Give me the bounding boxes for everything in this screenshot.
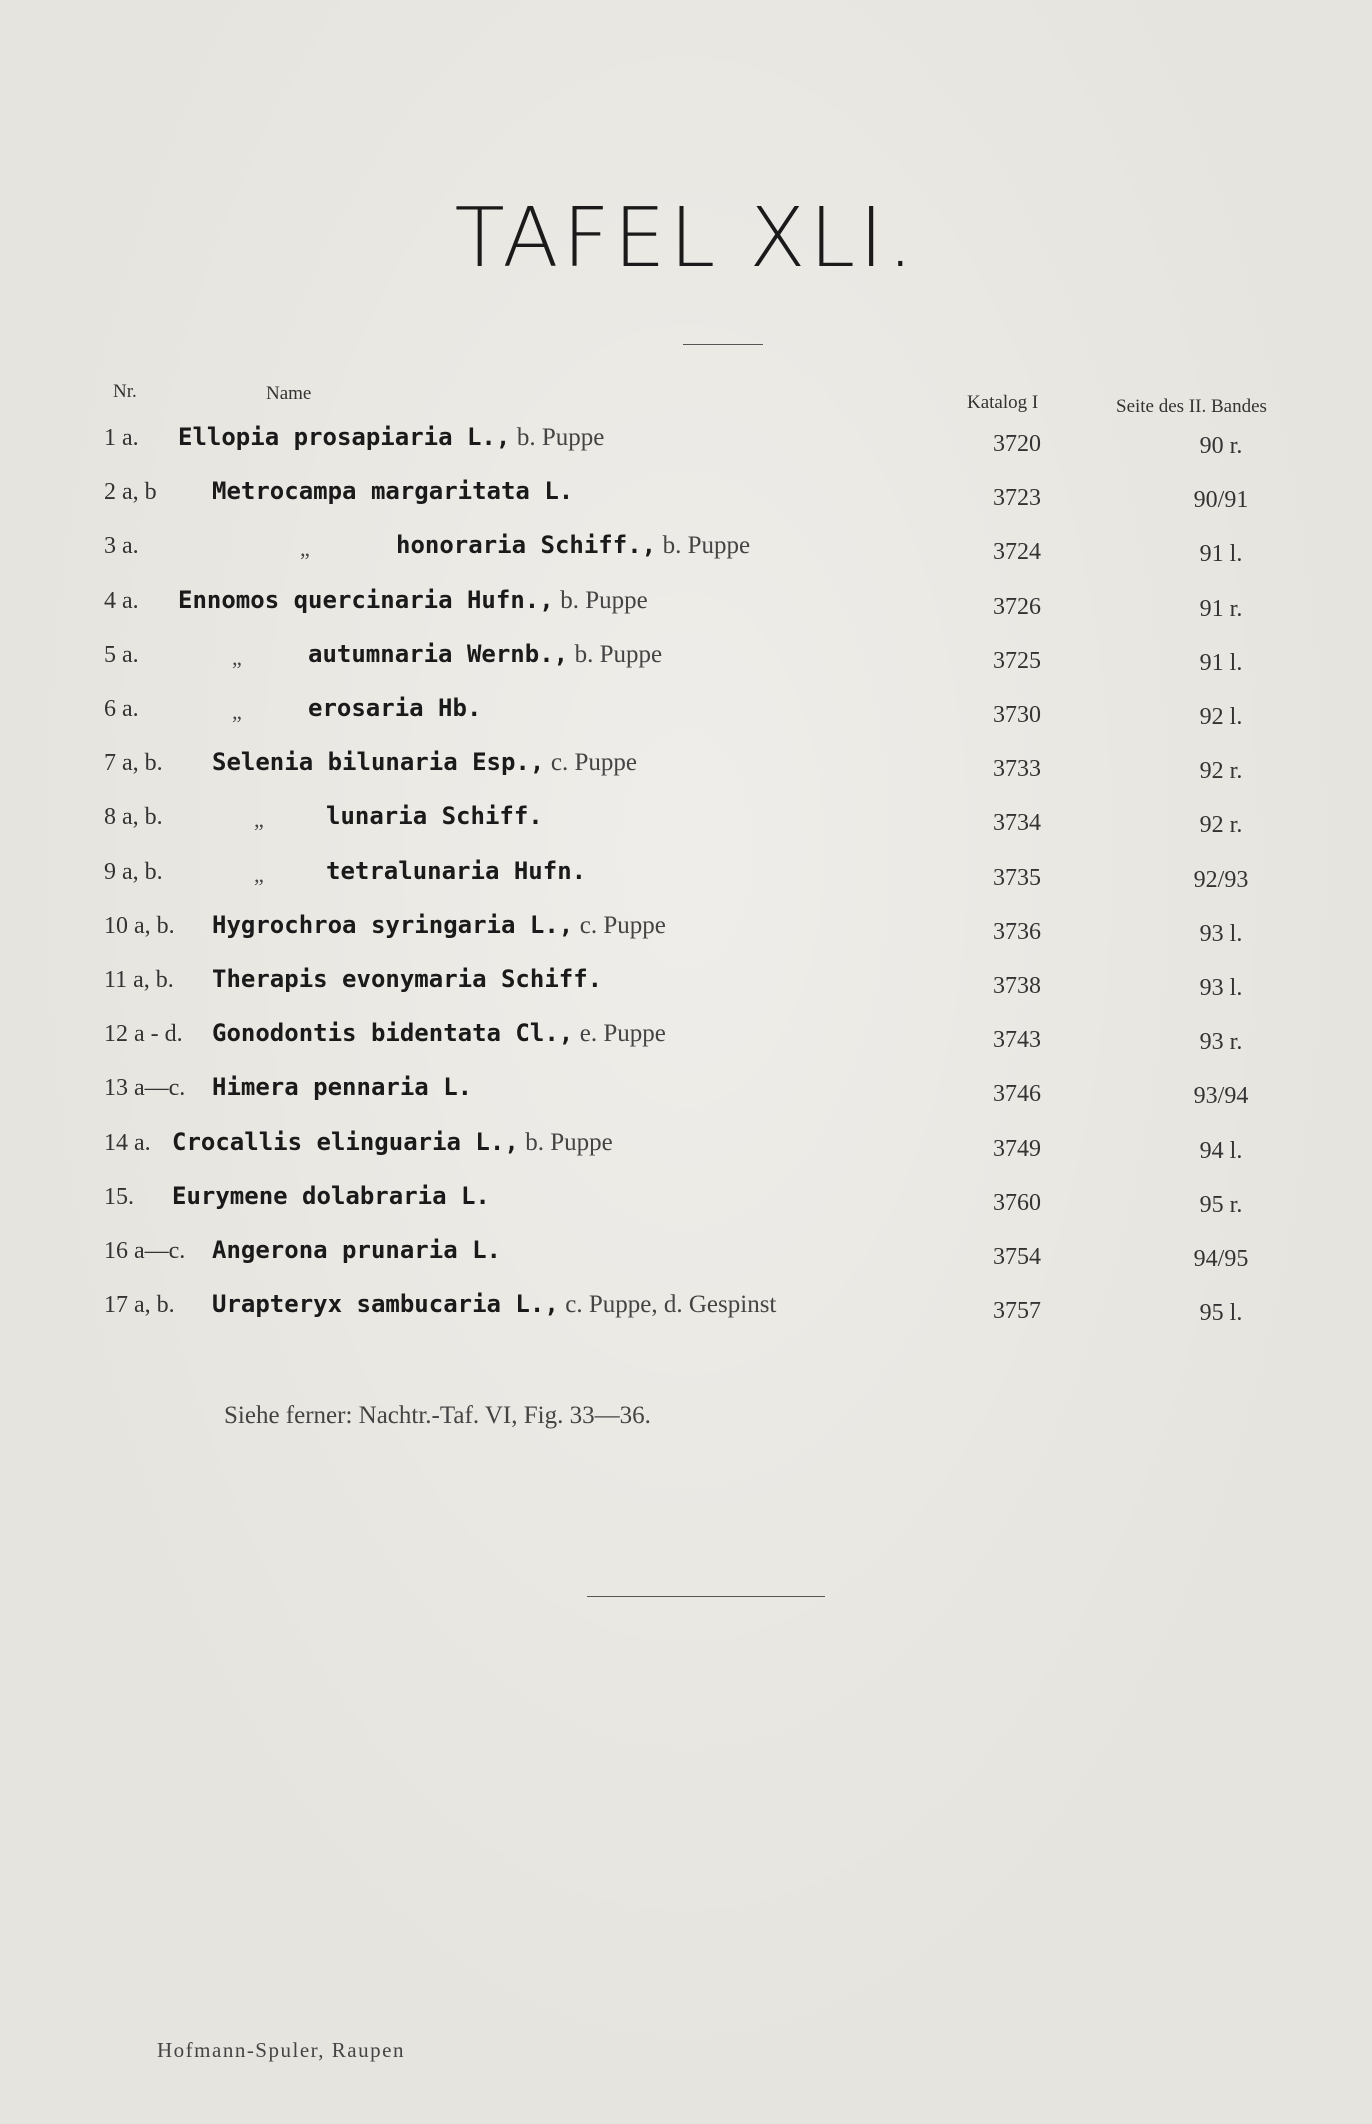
table-row: [0, 747, 1372, 797]
species-name: Crocallis elinguaria L.,: [172, 1128, 519, 1156]
catalog-number: 3749: [993, 1136, 1041, 1162]
species-name-cell: [172, 1129, 613, 1155]
stage-note: b. Puppe: [525, 1129, 613, 1156]
species-name: tetralunaria Hufn.: [326, 857, 587, 885]
catalog-number: 3736: [993, 919, 1041, 945]
table-row: [0, 1235, 1372, 1285]
stage-note: b. Puppe: [574, 641, 663, 668]
ditto-mark: „: [232, 699, 242, 724]
species-name-cell: [212, 966, 602, 992]
row-number: 3 a.: [104, 533, 139, 559]
page-reference: 93 l.: [1199, 921, 1243, 947]
species-name-cell: [212, 749, 637, 775]
imprint: Hofmann-Spuler, Raupen: [157, 2038, 405, 2062]
page-reference: 92 l.: [1199, 704, 1243, 730]
species-name: Angerona prunaria L.: [212, 1236, 501, 1264]
species-name-cell: [326, 858, 586, 884]
ditto-mark: „: [300, 536, 310, 561]
row-number: 9 a, b.: [104, 859, 163, 885]
page-reference: 93 l.: [1199, 975, 1243, 1001]
species-name-cell: [212, 478, 573, 504]
catalog-number: 3733: [993, 756, 1041, 782]
catalog-number: 3735: [993, 865, 1041, 891]
row-number: 10 a, b.: [104, 913, 175, 939]
species-name: autumnaria Wernb.,: [308, 640, 569, 668]
table-row: [0, 1289, 1372, 1339]
species-name: Hygrochroa syringaria L.,: [212, 911, 574, 939]
page-title: TAFEL XLI.: [454, 191, 918, 286]
table-row: [0, 476, 1372, 526]
catalog-number: 3754: [993, 1244, 1041, 1270]
stage-note: c. Puppe, d. Gespinst: [565, 1291, 777, 1318]
page-reference: 94/95: [1193, 1246, 1249, 1272]
page-reference: 95 r.: [1199, 1192, 1243, 1218]
species-name-cell: [178, 587, 648, 613]
page-reference: 95 l.: [1199, 1300, 1243, 1326]
row-number: 11 a, b.: [104, 967, 174, 993]
table-row: [0, 964, 1372, 1014]
species-name: erosaria Hb.: [308, 694, 482, 722]
catalog-number: 3720: [993, 431, 1041, 457]
species-name-cell: [212, 912, 666, 938]
stage-note: b. Puppe: [662, 532, 751, 559]
catalog-number: 3757: [993, 1298, 1041, 1324]
species-name: Therapis evonymaria Schiff.: [212, 965, 603, 993]
species-name-cell: [308, 695, 481, 721]
species-name-cell: [212, 1074, 472, 1100]
page-reference: 92 r.: [1199, 812, 1243, 838]
catalog-number: 3730: [993, 702, 1041, 728]
row-number: 6 a.: [104, 696, 139, 722]
catalog-number: 3723: [993, 485, 1041, 511]
column-header-nr: Nr.: [113, 381, 137, 402]
catalog-number: 3738: [993, 973, 1041, 999]
species-name: Eurymene dolabraria L.: [172, 1182, 490, 1210]
catalog-number: 3726: [993, 594, 1041, 620]
table-row: [0, 1072, 1372, 1122]
page-reference: 92 r.: [1199, 758, 1243, 784]
species-name: Selenia bilunaria Esp.,: [212, 748, 545, 776]
catalog-number: 3734: [993, 810, 1041, 836]
stage-note: c. Puppe: [579, 912, 666, 939]
species-name: Metrocampa margaritata L.: [212, 477, 574, 505]
row-number: 2 a, b: [104, 479, 157, 505]
row-number: 12 a - d.: [104, 1021, 183, 1047]
table-row: [0, 585, 1372, 635]
species-name: Ennomos quercinaria Hufn.,: [178, 586, 554, 614]
row-number: 1 a.: [104, 425, 139, 451]
catalog-number: 3724: [993, 539, 1041, 565]
table-row: [0, 1181, 1372, 1231]
title-divider: [683, 344, 763, 345]
column-header-katalog: Katalog I: [967, 392, 1039, 413]
ditto-mark: „: [232, 645, 242, 670]
page-reference: 90/91: [1193, 487, 1249, 513]
table-row: [0, 856, 1372, 906]
species-name-cell: [308, 641, 662, 667]
table-row: [0, 910, 1372, 960]
stage-note: e. Puppe: [579, 1020, 666, 1047]
table-row: [0, 639, 1372, 689]
ditto-mark: „: [254, 862, 264, 887]
species-name: Himera pennaria L.: [212, 1073, 473, 1101]
column-header-seite: Seite des II. Bandes: [1116, 396, 1267, 417]
row-number: 13 a—c.: [104, 1075, 186, 1101]
page-reference: 90 r.: [1199, 433, 1243, 459]
row-number: 7 a, b.: [104, 750, 163, 776]
row-number: 15.: [104, 1184, 134, 1210]
page-reference: 93 r.: [1199, 1029, 1243, 1055]
page-reference: 93/94: [1193, 1083, 1249, 1109]
see-also-note: Siehe ferner: Nachtr.-Taf. VI, Fig. 33—36.: [224, 1402, 651, 1429]
page-reference: 94 l.: [1199, 1138, 1243, 1164]
page-reference: 91 l.: [1199, 650, 1243, 676]
table-row: [0, 1018, 1372, 1068]
ditto-mark: „: [254, 807, 264, 832]
table-row: [0, 693, 1372, 743]
stage-note: b. Puppe: [560, 587, 648, 614]
table-row: [0, 530, 1372, 580]
row-number: 5 a.: [104, 642, 139, 668]
species-name-cell: [212, 1291, 776, 1317]
row-number: 16 a—c.: [104, 1238, 186, 1264]
species-name: Urapteryx sambucaria L.,: [212, 1290, 559, 1318]
catalog-number: 3743: [993, 1027, 1041, 1053]
table-row: [0, 1127, 1372, 1177]
species-name: lunaria Schiff.: [326, 802, 543, 830]
stage-note: b. Puppe: [516, 424, 605, 451]
table-row: [0, 801, 1372, 851]
species-name-cell: [178, 424, 604, 450]
bottom-divider: [587, 1596, 825, 1597]
species-name-cell: [172, 1183, 490, 1209]
catalog-number: 3760: [993, 1190, 1041, 1216]
catalog-number: 3746: [993, 1081, 1041, 1107]
species-name-cell: [212, 1237, 501, 1263]
row-number: 17 a, b.: [104, 1292, 175, 1318]
stage-note: c. Puppe: [550, 749, 637, 776]
page-reference: 91 r.: [1199, 596, 1243, 622]
row-number: 4 a.: [104, 588, 139, 614]
row-number: 14 a.: [104, 1130, 151, 1156]
page-reference: 91 l.: [1199, 541, 1243, 567]
column-header-name: Name: [266, 383, 312, 404]
page-reference: 92/93: [1193, 867, 1249, 893]
species-name-cell: [396, 532, 750, 558]
species-name-cell: [326, 803, 543, 829]
species-name: Ellopia prosapiaria L.,: [178, 423, 511, 451]
species-name: honoraria Schiff.,: [396, 531, 657, 559]
catalog-number: 3725: [993, 648, 1041, 674]
table-row: [0, 422, 1372, 472]
row-number: 8 a, b.: [104, 804, 163, 830]
species-name-cell: [212, 1020, 666, 1046]
species-name: Gonodontis bidentata Cl.,: [212, 1019, 574, 1047]
